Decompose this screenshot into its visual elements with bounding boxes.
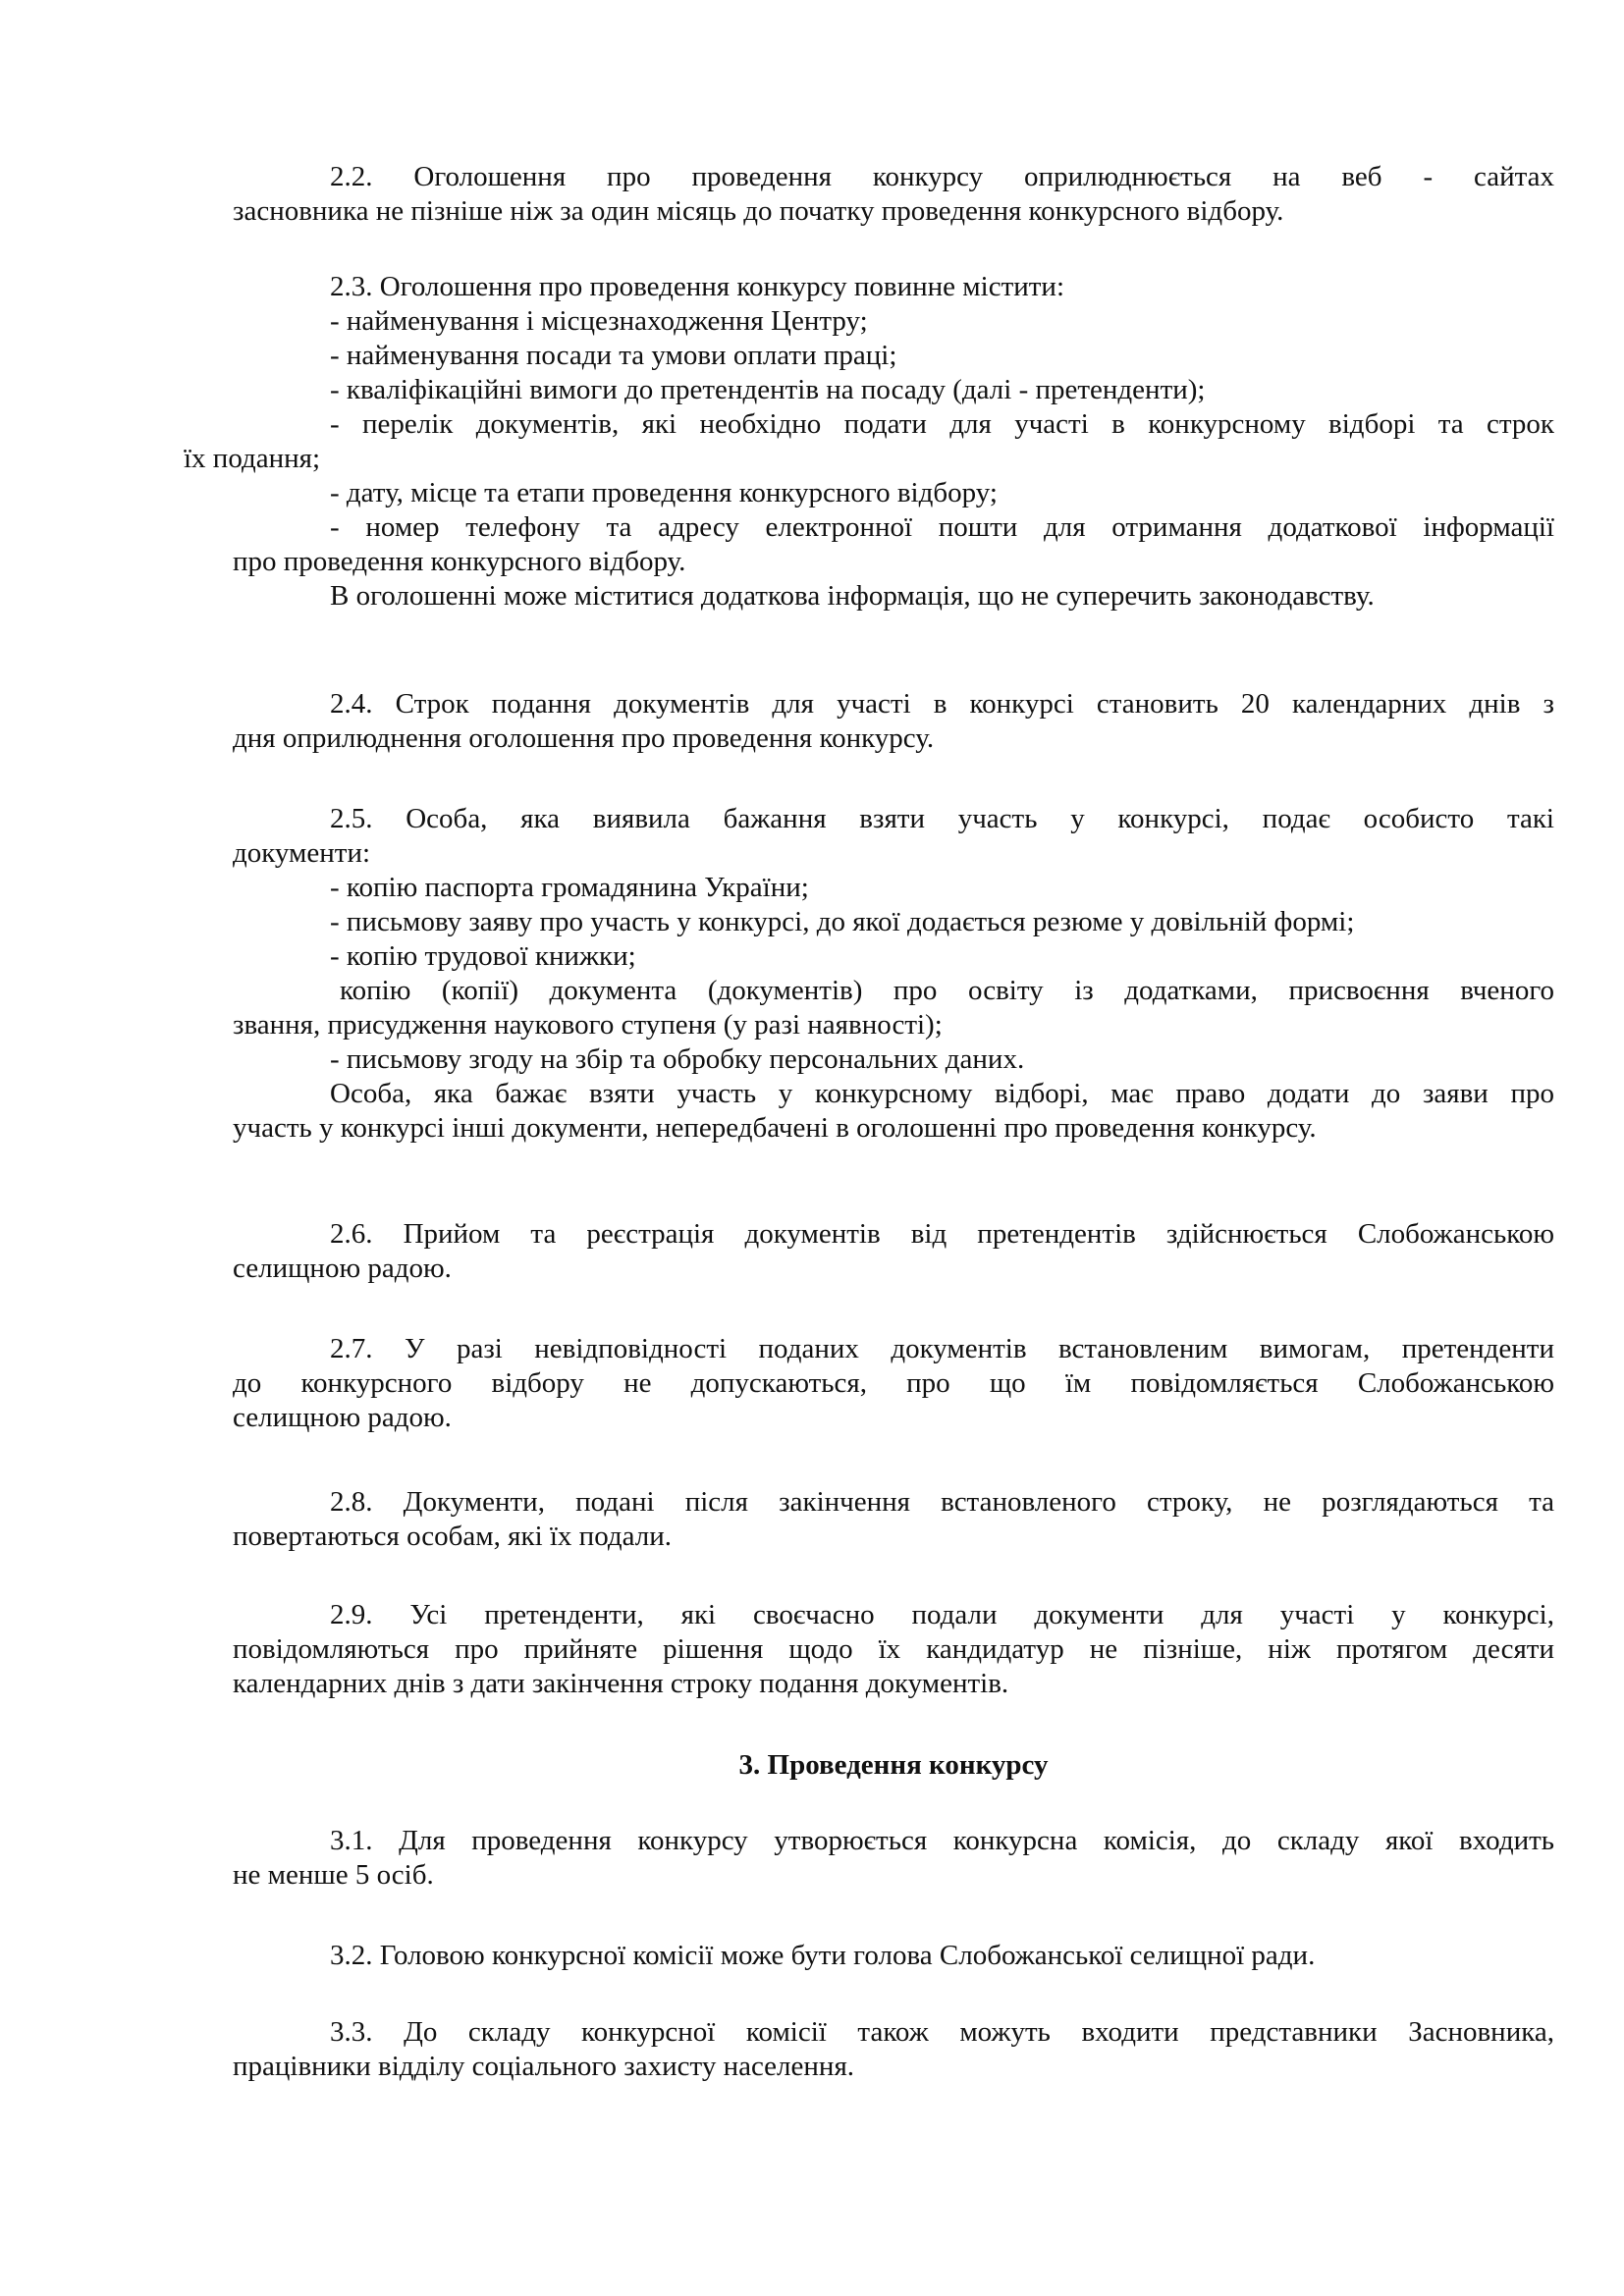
- text-line: Особа, яка бажає взяти участь у конкурсному відборі, має право додати до заяви про: [330, 1078, 1554, 1109]
- text-line: 2.3. Оголошення про проведення конкурсу повинне містити:: [330, 271, 1065, 302]
- paragraph: [0, 2015, 1624, 2084]
- paragraph: [0, 1598, 1624, 1701]
- paragraph: [0, 1332, 1624, 1435]
- text-line: селищною радою.: [233, 1253, 452, 1284]
- text-line: документи:: [233, 837, 371, 869]
- paragraph: [0, 1939, 1624, 1973]
- text-line: про проведення конкурсного відбору.: [233, 546, 686, 577]
- text-line: копію (копії) документа (документів) про освіту із додатками, присвоєння вченого: [340, 975, 1554, 1006]
- text-line: 3.3. До складу конкурсної комісії також можуть входити представники Засновника,: [330, 2016, 1554, 2048]
- text-line: працівники відділу соціального захисту населення.: [233, 2051, 855, 2082]
- text-line: - найменування посади та умови оплати праці;: [330, 340, 897, 371]
- text-line: селищною радою.: [233, 1402, 452, 1433]
- text-line: не менше 5 осіб.: [233, 1859, 434, 1891]
- text-line: участь у конкурсі інші документи, непередбачені в оголошенні про проведення конкурсу.: [233, 1112, 1317, 1144]
- text-line: 2.9. Усі претенденти, які своєчасно подали документи для участі у конкурсі,: [330, 1599, 1554, 1630]
- text-line: - найменування і місцезнаходження Центру;: [330, 305, 868, 337]
- text-line: звання, присудження наукового ступеня (у разі наявності);: [233, 1009, 943, 1041]
- text-line: повідомляються про прийняте рішення щодо їх кандидатур не пізніше, ніж протягом десяти: [233, 1633, 1554, 1665]
- text-line: - письмову заяву про участь у конкурсі, до якої додається резюме у довільній формі;: [330, 906, 1355, 937]
- text-line: - номер телефону та адресу електронної пошти для отримання додаткової інформації: [330, 511, 1554, 543]
- text-line: 2.7. У разі невідповідності поданих документів встановленим вимогам, претенденти: [330, 1333, 1554, 1364]
- paragraph: [0, 1485, 1624, 1554]
- paragraph: [0, 687, 1624, 756]
- paragraph: [0, 1824, 1624, 1893]
- text-line: - перелік документів, які необхідно подати для участі в конкурсному відборі та строк: [330, 408, 1554, 440]
- text-line: до конкурсного відбору не допускаються, про що їм повідомляється Слобожанською: [233, 1367, 1554, 1399]
- text-line: календарних днів з дати закінчення строку подання документів.: [233, 1668, 1009, 1699]
- section-heading: 3. Проведення конкурсу: [738, 1749, 1049, 1781]
- paragraph: [0, 270, 1624, 614]
- text-line: 2.6. Прийом та реєстрація документів від претендентів здійснюється Слобожанською: [330, 1218, 1554, 1250]
- text-line: повертаються особам, які їх подали.: [233, 1521, 672, 1552]
- text-line: дня оприлюднення оголошення про проведення конкурсу.: [233, 722, 935, 754]
- text-line: - копію паспорта громадянина України;: [330, 872, 809, 903]
- text-line: 2.4. Строк подання документів для участі в конкурсі становить 20 календарних днів з: [330, 688, 1554, 720]
- paragraph: [0, 160, 1624, 229]
- text-line: - письмову згоду на збір та обробку персональних даних.: [330, 1043, 1025, 1075]
- paragraph: [0, 1217, 1624, 1286]
- text-line: 2.2. Оголошення про проведення конкурсу оприлюднюється на веб - сайтах: [330, 161, 1554, 192]
- text-line: 2.8. Документи, подані після закінчення встановленого строку, не розглядаються та: [330, 1486, 1554, 1518]
- text-line: 3.1. Для проведення конкурсу утворюється конкурсна комісія, до складу якої входить: [330, 1825, 1554, 1856]
- text-line: - копію трудової книжки;: [330, 940, 636, 972]
- paragraph: [0, 802, 1624, 1146]
- text-line: 2.5. Особа, яка виявила бажання взяти участь у конкурсі, подає особисто такі: [330, 803, 1554, 834]
- text-line: засновника не пізніше ніж за один місяць до початку проведення конкурсного відбору.: [233, 195, 1284, 227]
- text-line: їх подання;: [184, 443, 321, 474]
- text-line: - кваліфікаційні вимоги до претендентів на посаду (далі - претенденти);: [330, 374, 1206, 405]
- text-line: В оголошенні може міститися додаткова інформація, що не суперечить законодавству.: [330, 580, 1375, 612]
- text-line: 3.2. Головою конкурсної комісії може бути голова Слобожанської селищної ради.: [330, 1940, 1316, 1971]
- text-line: - дату, місце та етапи проведення конкурсного відбору;: [330, 477, 998, 508]
